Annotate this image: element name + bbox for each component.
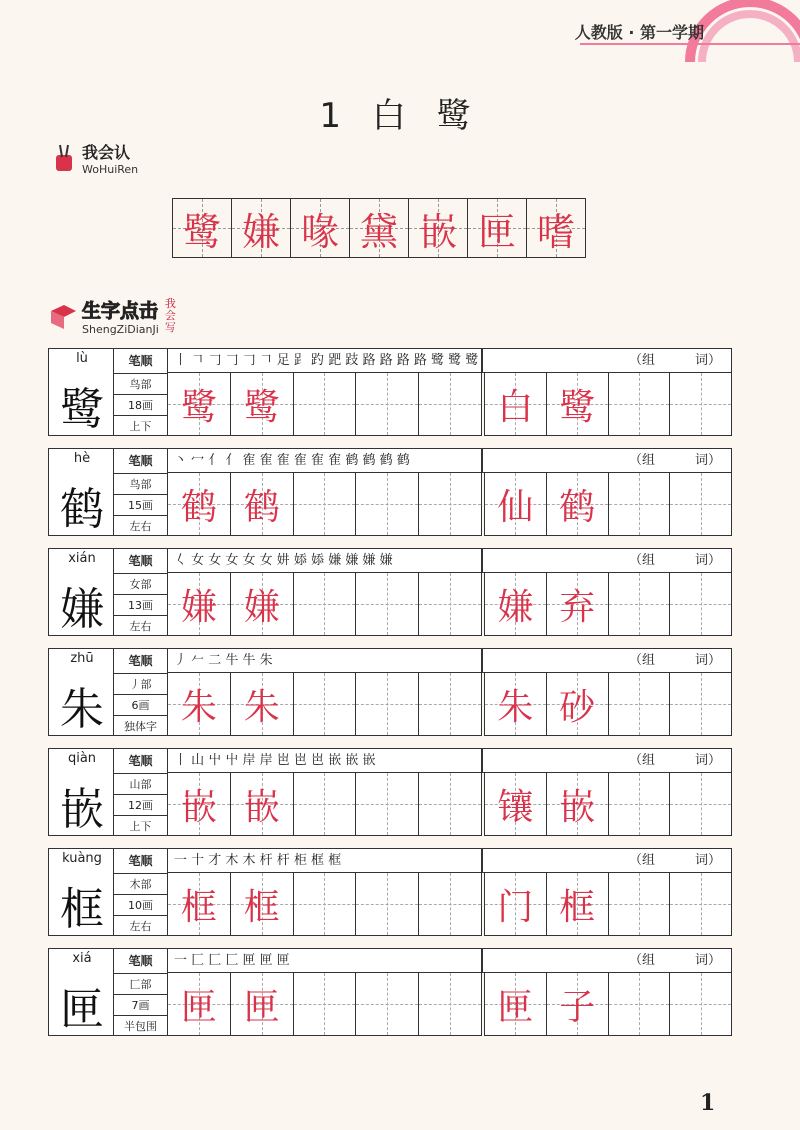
recognize-char (173, 199, 232, 257)
main-char: 框 (60, 884, 104, 935)
practice-cell[interactable] (231, 373, 294, 435)
practice-grid (168, 873, 482, 936)
practice-cell[interactable] (419, 373, 481, 435)
practice-cell[interactable] (168, 773, 231, 835)
stroke-order-label: 笔顺 (114, 949, 167, 974)
main-char: 朱 (60, 684, 104, 735)
word-label-left: （组 (629, 853, 656, 868)
word-cell[interactable] (670, 973, 731, 1035)
practice-cell[interactable] (168, 573, 231, 635)
main-char: 鹭 (60, 384, 104, 435)
practice-cell[interactable] (294, 773, 357, 835)
stroke-count: 10画 (114, 895, 167, 916)
word-cell[interactable] (609, 473, 671, 535)
word-char: 嫌 (497, 586, 534, 628)
radical: 丿部 (114, 674, 167, 695)
word-char: 框 (559, 886, 596, 928)
word-header (482, 948, 732, 973)
practice-char: 鹤 (180, 486, 217, 528)
stroke-order-label: 笔顺 (114, 849, 167, 874)
char-card (48, 348, 732, 436)
word-cell[interactable] (547, 973, 609, 1035)
practice-cell[interactable] (356, 773, 419, 835)
stroke-order: 一 匚 匚 匚 匣 匣 匣 (168, 948, 482, 973)
recognize-strip (172, 198, 586, 258)
word-char: 镶 (497, 786, 534, 828)
word-header (482, 648, 732, 673)
lesson-title: 1 白 鹭 (319, 96, 481, 136)
practice-char: 框 (180, 886, 217, 928)
write-side-note: 我会写 (164, 297, 176, 334)
char-box (48, 848, 114, 936)
word-cell[interactable] (609, 873, 671, 935)
practice-cell[interactable] (231, 673, 294, 735)
practice-cell[interactable] (419, 873, 481, 935)
radical: 女部 (114, 574, 167, 595)
book-icon (48, 301, 78, 331)
recognize-char-text: 嵌 (418, 209, 457, 254)
practice-grid (168, 573, 482, 636)
practice-cell[interactable] (419, 573, 481, 635)
word-cell[interactable] (670, 773, 731, 835)
structure: 上下 (129, 420, 152, 433)
pinyin: xiá (72, 951, 92, 966)
recognize-pinyin: WoHuiRen (82, 163, 139, 176)
practice-cell[interactable] (356, 573, 419, 635)
practice-grid (168, 373, 482, 436)
stroke-order-label: 笔顺 (114, 349, 167, 374)
word-label-left: （组 (629, 353, 656, 368)
word-cell[interactable] (670, 473, 731, 535)
stroke-order: 丿 𠂉 二 牛 牛 朱 (168, 648, 482, 673)
word-grid (484, 773, 732, 836)
practice-cell[interactable] (356, 473, 419, 535)
practice-cell[interactable] (419, 773, 481, 835)
page-number: 1 (700, 1090, 716, 1116)
word-header (482, 548, 732, 573)
word-grid (484, 873, 732, 936)
practice-char: 朱 (180, 686, 217, 728)
radical: 木部 (114, 874, 167, 895)
word-cell[interactable] (609, 373, 671, 435)
word-header (482, 348, 732, 373)
recognize-char (409, 199, 468, 257)
stroke-count: 18画 (114, 395, 167, 416)
practice-char: 嵌 (243, 786, 280, 828)
practice-char: 匣 (243, 986, 280, 1028)
stroke-order: 一 十 才 木 木 杆 杆 柜 框 框 (168, 848, 482, 873)
radical: 鸟部 (114, 374, 167, 395)
word-cell[interactable] (670, 673, 731, 735)
word-label-right: 词） (694, 753, 721, 768)
word-grid (484, 673, 732, 736)
stroke-count: 15画 (114, 495, 167, 516)
practice-cell[interactable] (419, 973, 481, 1035)
main-char: 鹤 (60, 484, 104, 535)
practice-cell[interactable] (168, 973, 231, 1035)
word-char: 嵌 (559, 786, 596, 828)
brush-pot-icon (48, 143, 78, 173)
word-cell[interactable] (547, 873, 609, 935)
char-info (114, 548, 168, 636)
word-label-right: 词） (694, 853, 721, 868)
practice-char: 嫌 (180, 586, 217, 628)
recognize-char (232, 199, 291, 257)
word-label-right: 词） (694, 353, 721, 368)
word-cell[interactable] (609, 573, 671, 635)
char-info (114, 748, 168, 836)
stroke-count: 12画 (114, 795, 167, 816)
recognize-char-text: 鹭 (182, 209, 221, 254)
practice-char: 框 (243, 886, 280, 928)
word-label-left: （组 (629, 553, 656, 568)
stroke-order-label: 笔顺 (114, 549, 167, 574)
recognize-char-text: 匣 (477, 209, 516, 254)
char-info (114, 448, 168, 536)
stroke-order: 丨 𠃍 𠃌 𠃌 𠃌 𠃍 足 𧾷 趵 跁 跂 路 路 路 路 鹭 鹭 鹭 (168, 348, 482, 373)
word-label-left: （组 (629, 753, 656, 768)
structure: 左右 (129, 620, 152, 633)
word-label-left: （组 (629, 653, 656, 668)
radical: 山部 (114, 774, 167, 795)
stroke-order: 丨 山 屮 屮 岸 岸 岜 岜 岜 嵌 嵌 嵌 (168, 748, 482, 773)
practice-char: 鹭 (180, 386, 217, 428)
word-char: 门 (497, 886, 534, 928)
practice-cell[interactable] (168, 673, 231, 735)
recognize-char (350, 199, 409, 257)
word-char: 白 (497, 386, 534, 428)
char-card (48, 748, 732, 836)
practice-grid (168, 973, 482, 1036)
char-card (48, 848, 732, 936)
char-info (114, 648, 168, 736)
char-info (114, 948, 168, 1036)
pinyin: hè (73, 451, 91, 466)
practice-cell[interactable] (231, 573, 294, 635)
char-box (48, 948, 114, 1036)
main-char: 嫌 (60, 584, 104, 635)
word-grid (484, 373, 732, 436)
recognize-header (48, 140, 138, 176)
practice-cell[interactable] (356, 673, 419, 735)
recognize-char (291, 199, 350, 257)
practice-char: 鹭 (243, 386, 280, 428)
char-box (48, 748, 114, 836)
word-label-right: 词） (694, 653, 721, 668)
word-label-left: （组 (629, 953, 656, 968)
recognize-label: 我会认 (82, 143, 131, 162)
practice-cell[interactable] (231, 473, 294, 535)
char-info (114, 348, 168, 436)
char-card (48, 548, 732, 636)
practice-cell[interactable] (294, 673, 357, 735)
word-label-right: 词） (694, 453, 721, 468)
edition-label: 人教版 · 第一学期 (574, 23, 704, 42)
word-header (482, 448, 732, 473)
recognize-char-text: 喙 (300, 209, 339, 254)
practice-grid (168, 773, 482, 836)
write-label: 生字点击 (82, 300, 159, 322)
practice-cell[interactable] (168, 873, 231, 935)
word-char: 匣 (497, 986, 534, 1028)
word-char: 鹤 (559, 486, 596, 528)
write-pinyin: ShengZiDianJi (82, 323, 159, 336)
pinyin: lù (76, 351, 88, 366)
word-cell[interactable] (485, 573, 547, 635)
practice-cell[interactable] (294, 373, 357, 435)
word-header (482, 748, 732, 773)
recognize-char-text: 黛 (359, 209, 398, 254)
word-cell[interactable] (485, 473, 547, 535)
char-box (48, 348, 114, 436)
recognize-char-text: 嫌 (241, 209, 280, 254)
structure: 左右 (129, 920, 152, 933)
structure: 左右 (129, 520, 152, 533)
word-char: 砂 (559, 686, 596, 728)
word-cell[interactable] (485, 873, 547, 935)
practice-cell[interactable] (356, 873, 419, 935)
practice-cell[interactable] (294, 973, 357, 1035)
stroke-order-label: 笔顺 (114, 449, 167, 474)
practice-cell[interactable] (231, 773, 294, 835)
structure: 半包围 (124, 1020, 157, 1033)
pinyin: qiàn (67, 751, 97, 766)
practice-cell[interactable] (356, 373, 419, 435)
word-cell[interactable] (485, 773, 547, 835)
top-banner (0, 0, 800, 62)
word-cell[interactable] (670, 873, 731, 935)
word-char: 仙 (497, 486, 534, 528)
practice-cell[interactable] (419, 673, 481, 735)
word-cell[interactable] (485, 973, 547, 1035)
word-char: 弃 (559, 586, 596, 628)
word-cell[interactable] (609, 673, 671, 735)
practice-cell[interactable] (294, 473, 357, 535)
radical: 匚部 (114, 974, 167, 995)
recognize-char (468, 199, 527, 257)
word-cell[interactable] (547, 673, 609, 735)
word-grid (484, 573, 732, 636)
practice-cell[interactable] (231, 873, 294, 935)
word-label-left: （组 (629, 453, 656, 468)
stroke-order: 丶 冖 亻 亻 隺 隺 隺 隺 隺 隺 鹤 鹤 鹤 鹤 (168, 448, 482, 473)
char-box (48, 448, 114, 536)
word-label-right: 词） (694, 953, 721, 968)
char-card (48, 948, 732, 1036)
pinyin: zhū (70, 651, 94, 666)
practice-char: 嫌 (243, 586, 280, 628)
practice-cell[interactable] (356, 973, 419, 1035)
char-card (48, 648, 732, 736)
main-char: 嵌 (60, 784, 104, 835)
word-header (482, 848, 732, 873)
stroke-count: 7画 (114, 995, 167, 1016)
word-cell[interactable] (670, 573, 731, 635)
word-cell[interactable] (547, 473, 609, 535)
practice-char: 鹤 (243, 486, 280, 528)
practice-cell[interactable] (168, 373, 231, 435)
practice-cell[interactable] (294, 873, 357, 935)
stroke-order-label: 笔顺 (114, 649, 167, 674)
practice-char: 匣 (180, 986, 217, 1028)
word-cell[interactable] (547, 573, 609, 635)
recognize-char-text: 嗜 (536, 209, 575, 254)
practice-cell[interactable] (294, 573, 357, 635)
pinyin: kuàng (62, 851, 102, 866)
char-card (48, 448, 732, 536)
practice-cell[interactable] (231, 973, 294, 1035)
recognize-char (527, 199, 585, 257)
structure: 上下 (129, 820, 152, 833)
stroke-order: 𡿨 女 女 女 女 女 妌 婖 婖 嫌 嫌 嫌 嫌 (168, 548, 482, 573)
stroke-count: 6画 (114, 695, 167, 716)
word-grid (484, 973, 732, 1036)
char-box (48, 548, 114, 636)
practice-cell[interactable] (168, 473, 231, 535)
pinyin: xián (68, 551, 96, 566)
word-cell[interactable] (547, 373, 609, 435)
radical: 鸟部 (114, 474, 167, 495)
char-box (48, 648, 114, 736)
word-cell[interactable] (485, 373, 547, 435)
word-char: 子 (559, 986, 596, 1028)
word-char: 朱 (497, 686, 534, 728)
stroke-order-label: 笔顺 (114, 749, 167, 774)
practice-grid (168, 473, 482, 536)
word-char: 鹭 (559, 386, 596, 428)
char-info (114, 848, 168, 936)
word-label-right: 词） (694, 553, 721, 568)
write-header (48, 296, 177, 336)
practice-char: 嵌 (180, 786, 217, 828)
practice-char: 朱 (243, 686, 280, 728)
word-cell[interactable] (609, 973, 671, 1035)
practice-grid (168, 673, 482, 736)
word-cell[interactable] (485, 673, 547, 735)
main-char: 匣 (60, 984, 104, 1035)
structure: 独体字 (124, 720, 157, 733)
word-cell[interactable] (609, 773, 671, 835)
word-cell[interactable] (547, 773, 609, 835)
word-cell[interactable] (670, 373, 731, 435)
word-grid (484, 473, 732, 536)
stroke-count: 13画 (114, 595, 167, 616)
practice-cell[interactable] (419, 473, 481, 535)
